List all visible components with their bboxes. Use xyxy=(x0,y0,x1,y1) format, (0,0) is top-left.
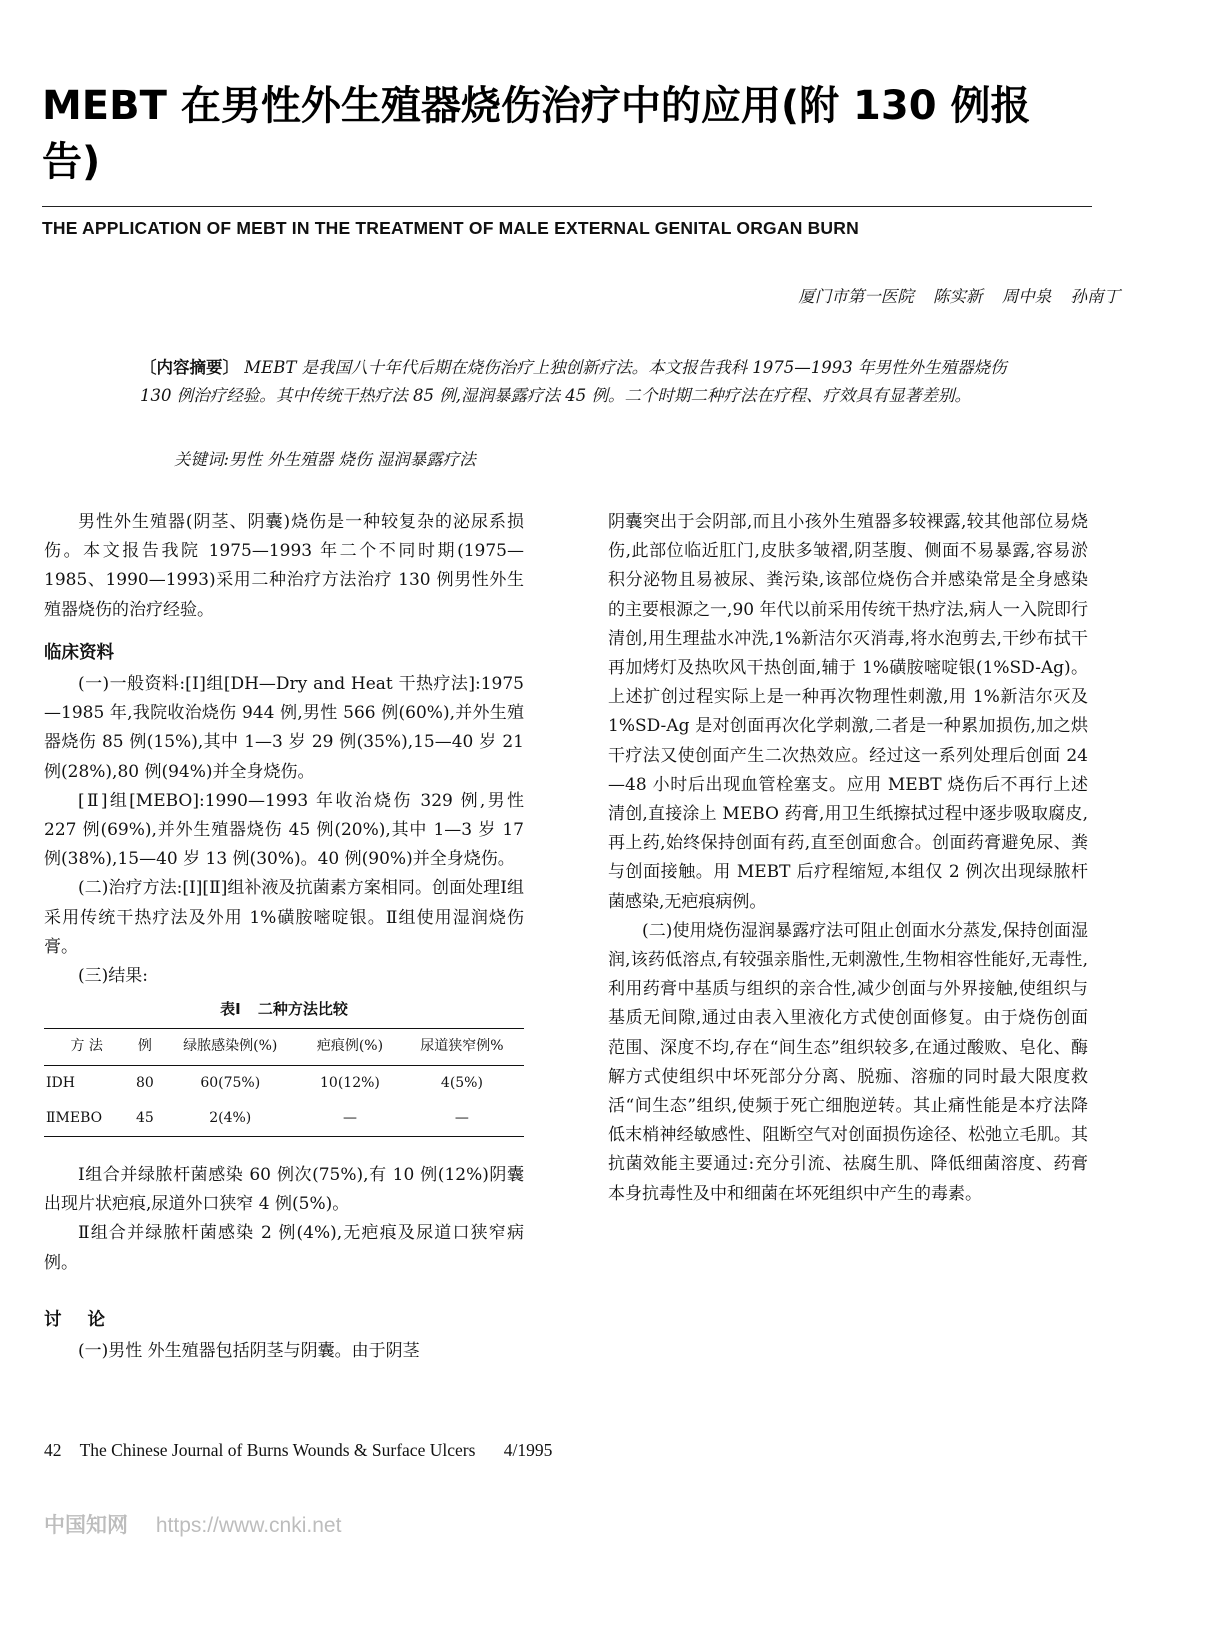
intro-paragraph: 男性外生殖器(阴茎、阴囊)烧伤是一种较复杂的泌尿系损伤。本文报告我院 1975—1993 年二个不同时期(1975—1985、1990—1993)采用二种治疗方法治疗 130 例男性外生殖器烧伤的治疗经验。 xyxy=(44,512,524,620)
table-header-cell: 例 xyxy=(129,1029,160,1065)
paragraph-treatment-method: (二)治疗方法:[Ⅰ][Ⅱ]组补液及抗菌素方案相同。创面处理Ⅰ组采用传统干热疗法及外用 1%磺胺嘧啶银。Ⅱ组使用湿润烧伤膏。 xyxy=(44,878,524,957)
section-heading-clinical-data: 临床资料 xyxy=(44,642,114,663)
left-column xyxy=(44,508,524,1366)
section-heading-discussion: 讨论 xyxy=(44,1309,131,1330)
journal-name: The Chinese Journal of Burns Wounds & Surface Ulcers xyxy=(79,1440,476,1460)
right-column xyxy=(608,508,1088,1209)
table-cell: ⅠDH xyxy=(46,1074,75,1091)
paragraph-group-2-result: Ⅱ组合并绿脓杆菌感染 2 例(4%),无疤痕及尿道口狭窄病例。 xyxy=(44,1223,524,1273)
table-cell: 80 xyxy=(136,1074,154,1091)
table-cell: 60(75%) xyxy=(200,1074,261,1091)
table-cell: 2(4%) xyxy=(160,1101,300,1137)
paragraph-group-2: [Ⅱ]组[MEBO]:1990—1993 年收治烧伤 329 例,男性 227 例(69%),并外生殖器烧伤 45 例(20%),其中 1—3 岁 17 例(38%),15—40 岁 13 例(30%)。40 例(90%)并全身烧伤。 xyxy=(44,790,524,870)
abstract xyxy=(140,354,1020,410)
title-divider xyxy=(42,206,1092,207)
table-header-cell: 疤痕例(%) xyxy=(300,1029,400,1065)
abstract-label: 〔内容摘要〕 xyxy=(140,358,239,377)
table-cell: ⅡMEBO xyxy=(44,1101,129,1137)
watermark-url: https://www.cnki.net xyxy=(155,1514,342,1537)
table-header-cell: 绿脓感染例(%) xyxy=(160,1029,300,1065)
page-footer xyxy=(44,1440,552,1461)
table-header-cell: 尿道狭窄例% xyxy=(400,1029,524,1065)
english-title: THE APPLICATION OF MEBT IN THE TREATMENT OF MALE EXTERNAL GENITAL ORGAN BURN xyxy=(42,218,859,238)
cnki-watermark xyxy=(44,1509,341,1539)
table-cell: — xyxy=(400,1101,524,1137)
table-cell: 10(12%) xyxy=(320,1074,380,1091)
paragraph-discussion-2: (二)使用烧伤湿润暴露疗法可阻止创面水分蒸发,保持创面湿润,该药低溶点,有较强亲脂性,无刺激性,生物相容性能好,无毒性,利用药膏中基质与组织的亲合性,减少创面与外界接触,使组织与基质无间隙,通过由表入里液化方式使创面修复。由于烧伤创面范围、深度不均,存在“间生态”组织较多,在通过酸败、皂化、酶解方式使组织中坏死部分分离、脱痂、溶痂的同时最大限度救活“间生态”组织,使频于死亡细胞逆转。其止痛性能是本疗法降低末梢神经敏感性、阻断空气对创面损伤途径、松弛立毛肌。其抗菌效能主要通过:充分引流、祛腐生肌、降低细菌溶度、药膏本身抗毒性及中和细菌在坏死组织中产生的毒素。 xyxy=(608,920,1088,1204)
table-cell: 45 xyxy=(129,1101,160,1137)
abstract-text: MEBT 是我国八十年代后期在烧伤治疗上独创新疗法。本文报告我科 1975—1993 年男性外生殖器烧伤 130 例治疗经验。其中传统干热疗法 85 例,湿润暴露疗法 45 例。二个时期二种疗法在疗程、疗效具有显著差别。 xyxy=(140,358,1007,405)
table-caption: 表Ⅰ 二种方法比较 xyxy=(220,1000,348,1019)
comparison-table xyxy=(44,1028,524,1137)
authors-affiliation: 厦门市第一医院 陈实新 周中泉 孙南丁 xyxy=(798,287,1120,306)
paragraph-discussion-start: (一)男性 外生殖器包括阴茎与阴囊。由于阴茎 xyxy=(78,1341,420,1362)
table-header-row xyxy=(44,1029,524,1065)
article-title: MEBT 在男性外生殖器烧伤治疗中的应用(附 130 例报告) xyxy=(42,83,1031,185)
page-number: 42 xyxy=(44,1440,62,1460)
paragraph-general-data: (一)一般资料:[Ⅰ]组[DH—Dry and Heat 干热疗法]:1975—1985 年,我院收治烧伤 944 例,男性 566 例(60%),并外生殖器烧伤 85 例(15%),其中 1—3 岁 29 例(35%),15—40 岁 21 例(28%),80 例(94%)并全身烧伤。 xyxy=(44,674,524,782)
table-row xyxy=(44,1065,524,1101)
watermark-name: 中国知网 xyxy=(44,1514,128,1537)
paragraph-group-1-result: Ⅰ组合并绿脓杆菌感染 60 例次(75%),有 10 例(12%)阴囊出现片状疤痕,尿道外口狭窄 4 例(5%)。 xyxy=(44,1165,524,1215)
table-cell: — xyxy=(300,1101,400,1137)
table-row xyxy=(44,1101,524,1137)
paragraph-results: (三)结果: xyxy=(78,966,148,987)
journal-issue: 4/1995 xyxy=(503,1440,553,1460)
table-cell: 4(5%) xyxy=(440,1074,483,1091)
keywords: 关键词:男性 外生殖器 烧伤 湿润暴露疗法 xyxy=(174,450,476,469)
paragraph-discussion-continued: 阴囊突出于会阴部,而且小孩外生殖器多较裸露,较其他部位易烧伤,此部位临近肛门,皮肤多皱褶,阴茎腹、侧面不易暴露,容易淤积分泌物且易被尿、粪污染,该部位烧伤合并感染常是全身感染的主要根源之一,90 年代以前采用传统干热疗法,病人一入院即行清创,用生理盐水冲洗,1%新洁尔灭消毒,将水泡剪去,干纱布拭干再加烤灯及热吹风干热创面,辅于 1%磺胺嘧啶银(1%SD-Ag)。上述扩创过程实际上是一种再次物理性刺激,用 1%新洁尔灭及 1%SD-Ag 是对创面再次化学刺激,二者是一种累加损伤,加之烘干疗法又使创面产生二次热效应。经过这一系列处理后创面 24—48 小时后出现血管栓塞支。应用 MEBT 烧伤后不再行上述清创,直接涂上 MEBO 药膏,用卫生纸擦拭过程中逐步吸取腐皮,再上药,始终保持创面有药,直至创面愈合。创面药膏避免尿、粪与创面接触。用 MEBT 后疗程缩短,本组仅 2 例次出现绿脓杆菌感染,无疤痕病例。 xyxy=(608,512,1088,912)
table-header-cell: 方 法 xyxy=(44,1029,129,1065)
